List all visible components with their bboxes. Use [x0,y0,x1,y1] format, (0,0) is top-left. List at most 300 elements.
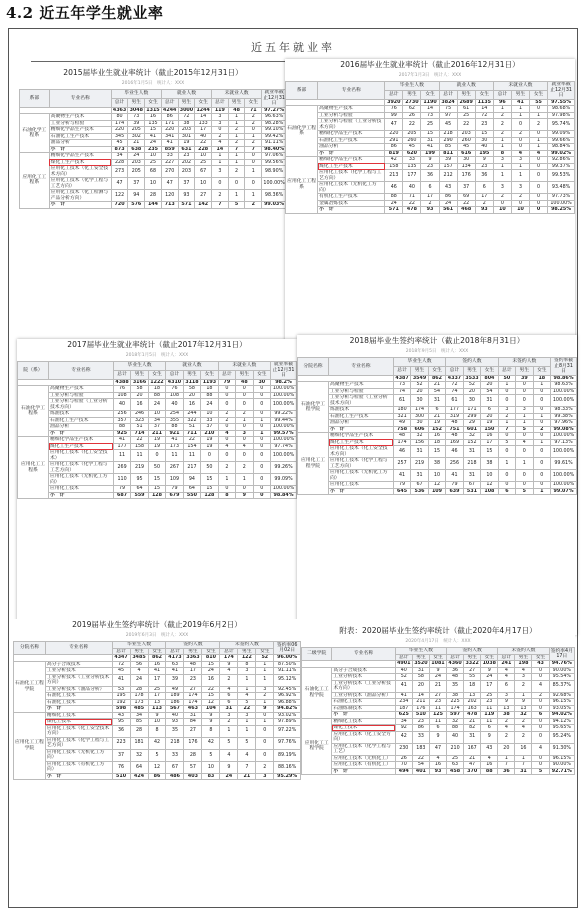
table-cell: 41 [113,437,130,444]
table-cell: 119 [481,712,498,719]
table-cell: 87.50% [274,661,301,668]
table-row [14,773,301,780]
table-cell: 3 [498,692,515,699]
table-cell: 0 [533,470,550,482]
table-cell: 6 [498,488,515,495]
table-cell: 24 [385,200,403,207]
table-cell: 6 [475,182,493,194]
table-cell: 97 [439,112,457,119]
table-cell: 1 [533,488,550,495]
table-cell: 3 [220,712,238,719]
table-row [302,768,575,775]
table-cell: 486 [166,773,184,780]
table-cell: 9 [429,731,446,743]
table-cell: 24 [130,674,148,686]
table-cell: 234 [395,699,412,706]
table-cell: 99.02% [548,150,575,157]
table-cell: 3 [511,157,529,164]
table-cell: 1244 [196,107,210,113]
table-cell: 4 [429,755,446,762]
department-cell: 石油化学工程系 [20,114,50,153]
table-cell: 73 [421,112,439,119]
table-cell: 1 [245,166,262,178]
table-cell: 33 [412,731,429,743]
table-cell: 23 [475,119,493,131]
table-row [286,170,575,182]
major-cell: 应用化工技术（无机化工） [332,755,395,762]
table-cell: 99.22% [271,411,297,418]
table-cell: 19 [481,420,498,427]
table-cell: 98.2% [271,379,297,386]
table-cell: 41 [393,470,410,482]
table-cell: 97.74% [271,443,297,450]
table-cell: 96.88% [274,699,301,706]
table-cell: 8 [493,150,511,157]
header-sub: 女生 [532,654,549,661]
major-cell: 精细化学品生产技术 [49,153,111,160]
table-cell: 23 [184,674,202,686]
table-title: 2018届毕业生签约率统计（截止2018年8月31日） [349,336,525,345]
table-cell: 45 [403,144,421,151]
table-cell: 99.26% [271,462,297,474]
table-cell: 98.84% [271,492,297,499]
table-cell: 1 [218,474,235,486]
table-cell: 4 [481,755,498,762]
table-cell: 5 [532,768,549,775]
table-cell: 88 [148,392,165,399]
table-cell: 1 [212,159,229,166]
table-cell: 21 [238,773,256,780]
table-cell: 4363 [112,107,127,113]
table-cell: 20 [481,413,498,420]
table-row [20,202,287,209]
table-cell: 510 [112,773,130,780]
table-cell: 37 [201,424,218,431]
table-cell: 1 [493,137,511,144]
table-cell: 3549 [411,375,428,382]
header-rate: 签约率4月17日 [550,648,573,660]
table-cell: 64 [183,486,200,493]
header-sub: 男生 [412,654,429,661]
table-cell: 93 [178,190,195,202]
table-cell: 0 [498,388,515,395]
table-cell: 0 [532,667,549,674]
table-cell: 424 [130,773,148,780]
table-cell: 38 [481,458,498,470]
table-cell: 0 [253,492,270,499]
table-row [298,458,577,470]
table-cell: 2 [533,426,550,433]
table-cell: 41 [161,140,178,147]
major-cell: 石油化工技术 [45,699,112,706]
table-cell: 152 [428,426,445,433]
table-cell: 31 [184,712,202,719]
major-cell: 石油化工技术 [45,693,112,700]
table-cell: 9 [202,719,220,726]
major-cell: 应用化工技术（化工安全技术方向） [45,725,112,737]
table-cell: 631 [178,146,195,153]
table-cell: 98.33% [551,407,577,414]
table-cell: 4 [532,680,549,692]
table-cell: 93 [421,207,439,214]
table-cell: 158 [131,443,148,450]
major-cell: 高聚物生产技术 [329,382,394,389]
table-cell: 1 [515,692,532,699]
major-cell: 石油化工生产技术 [318,137,385,144]
table-cell: 91.11% [262,140,287,147]
table-cell: 32 [463,433,480,440]
table-cell: 19 [178,140,195,147]
header-sub: 男生 [515,654,532,661]
table-cell: 16 [145,114,162,121]
table-cell: 31 [421,137,439,144]
table-cell: 154 [183,443,200,450]
table-cell: 20 [411,388,428,395]
table-cell: 0 [253,437,270,444]
table-cell: 203 [178,127,195,134]
major-cell: 小 计 [49,430,114,437]
table-cell: 0 [253,450,270,462]
table-cell: 11 [481,718,498,725]
table-cell: 9 [429,667,446,674]
table-cell: 2 [212,190,229,202]
table-cell: 99.07% [551,488,577,495]
table-row [18,399,297,411]
header-sub: 女生 [148,370,165,379]
table-cell: 0 [218,450,235,462]
table-cell: 33 [201,417,218,424]
major-cell: 应用化工技术（化学工程与工艺方向） [318,170,385,182]
table-cell: 22 [403,119,421,131]
table-cell: 1 [236,417,253,424]
header-sub: 男生 [238,648,256,655]
table-cell: 2 [228,140,245,147]
table-row [20,166,287,178]
header-row [18,362,297,371]
table-cell: 2 [236,411,253,418]
table-cell: 39 [128,120,145,127]
header-group: 未就业人数 [493,82,547,91]
table-cell: 241 [498,661,515,668]
table-panel-2020 [301,625,575,905]
major-cell: 应用化工技术 [49,486,114,493]
header-group: 毕业生人数 [111,90,161,99]
table-cell: 15 [148,474,165,486]
table-cell: 235 [145,146,162,153]
table-title: 2016届毕业生就业率统计（截止2016年12月31日） [340,60,520,69]
table-cell: 25 [421,119,439,131]
header-sub: 女生 [481,366,498,375]
statistics-table [19,89,287,209]
header-sub: 男生 [184,648,202,655]
table-cell: 1 [238,725,256,737]
table-cell: 24 [128,153,145,160]
table-cell: 48 [446,433,463,440]
table-cell: 99.38% [551,413,577,420]
table-cell: 109 [428,488,445,495]
table-cell: 100.00% [271,399,297,411]
table-cell: 370 [464,768,481,775]
table-cell: 0 [511,200,529,207]
table-cell: 98.40% [262,146,287,153]
major-cell: 高分子合成技术 [332,667,395,674]
table-cell: 1 [238,719,256,726]
table-cell: 1 [236,474,253,486]
table-cell: 925 [113,430,130,437]
table-cell: 8 [202,725,220,737]
table-cell: 10 [428,470,445,482]
table-cell: 88.16% [274,761,301,773]
table-cell: 3 [238,712,256,719]
table-cell: 25 [447,755,464,762]
table-cell: 4 [220,749,238,761]
table-cell: 24 [202,668,220,675]
table-cell: 1 [253,430,270,437]
major-cell: 工业分析与检验 [329,388,394,395]
table-cell: 4388 [113,379,130,386]
table-cell: 98.28% [262,120,287,127]
header-group: 就业人数 [161,90,211,99]
table-cell: 99.37% [548,163,575,170]
table-cell: 61 [393,395,410,407]
table-cell: 5 [498,439,515,446]
table-cell: 67 [463,482,480,489]
table-cell: 99.09% [548,131,575,138]
table-cell: 0 [245,127,262,134]
table-cell: 1 [516,458,533,470]
major-cell: 石油化工生产技术 [49,133,111,140]
table-cell: 52 [463,382,480,389]
table-cell: 72 [475,112,493,119]
table-cell: 270 [161,166,178,178]
table-cell: 810 [202,655,220,662]
table-cell: 3533 [463,375,480,382]
major-cell: 小 计 [332,712,395,719]
table-cell: 4360 [448,661,462,667]
table-cell: 25 [481,692,498,699]
major-cell: 应用化工技术（化工安全技术方向） [49,166,111,178]
table-cell: 218 [166,737,184,749]
table-cell: 23 [178,153,195,160]
table-cell: 25 [145,159,162,166]
table-cell: 3322 [465,661,479,667]
table-cell: 638 [128,146,145,153]
table-cell: 711 [183,430,200,437]
table-cell: 47 [161,178,178,190]
header-dept: 系部 [20,90,50,108]
major-cell: 煤化工生产技术 [318,163,385,170]
table-cell: 43 [481,743,498,755]
table-cell: 63 [447,762,464,769]
header-dept: 分院名称 [14,642,46,655]
table-cell: 96.63% [262,114,287,121]
table-cell: 38 [447,692,464,699]
table-cell: 86 [148,773,166,780]
table-cell: 31 [428,395,445,407]
table-cell: 5 [202,749,220,761]
table-cell: 0 [253,424,270,431]
table-cell: 606 [411,426,428,433]
table-cell: 95.24% [549,731,574,743]
table-cell: 39 [516,375,533,382]
header-major: 专业名称 [332,648,395,661]
major-cell: 高聚物生产技术 [49,114,111,121]
table-cell: 2 [245,140,262,147]
statistics-table [301,647,575,775]
table-cell: 43 [532,661,549,668]
table-title: 附表：2020届毕业生签约率统计（截止2020年4月17日） [339,626,537,635]
table-cell: 174 [111,120,128,127]
table-cell: 4387 [393,375,410,382]
table-cell: 142 [195,202,212,209]
table-cell: 1 [238,686,256,693]
table-cell: 49 [166,686,184,693]
table-cell: 41 [421,144,439,151]
table-cell: 86 [439,194,457,201]
header-sub: 总计 [439,90,457,99]
table-cell: 1 [511,170,529,182]
header-sub: 男生 [463,366,480,375]
major-cell: 应用化工技术（无机化工方向） [49,474,114,486]
table-cell: 321 [393,413,410,420]
table-cell: 37 [112,749,130,761]
table-cell: 55 [464,674,481,681]
table-cell: 679 [166,492,183,499]
department-cell: 石油化学工程学院 [298,382,329,433]
table-cell: 52 [411,382,428,389]
table-cell: 176 [457,170,475,182]
table-cell: 22 [131,437,148,444]
header-sub: 女生 [245,98,262,107]
table-cell: 0 [511,144,529,151]
header-sub: 总计 [212,98,229,107]
table-cell: 69 [457,194,475,201]
table-cell: 561 [439,207,457,214]
table-cell: 27 [195,190,212,202]
major-cell: 工业分析技术 [332,674,395,681]
major-cell: 高聚物生产技术 [49,386,114,393]
table-cell: 859 [161,146,178,153]
major-cell: 工业分析与检验（工业分析技术方向） [329,395,394,407]
table-cell: 3048 [129,107,143,113]
table-cell: 13 [464,692,481,699]
table-cell: 76 [112,761,130,773]
major-cell: 小 计 [49,492,114,499]
table-cell: 10 [202,761,220,773]
table-subtitle: 2018年1月5日 统计人：XXX [125,353,189,358]
table-cell: 31 [515,768,532,775]
table-cell: 37 [457,182,475,194]
major-cell: 应用化工技术（有机化工） [332,762,395,769]
table-cell: 9 [498,699,515,706]
table-cell: 40 [403,182,421,194]
major-cell: 应用化工技术（化学工程与工艺） [332,743,395,755]
table-cell: 22 [412,755,429,762]
table-cell: 0 [533,433,550,440]
major-cell: 煤化工生产技术 [329,439,394,446]
major-cell: 工业分析技术（油品分析） [332,692,395,699]
table-cell: 91.30% [549,743,574,755]
table-cell: 18 [464,680,481,692]
table-cell: 2 [498,718,515,725]
table-cell: 94.82% [274,706,301,713]
table-cell: 14 [475,106,493,113]
department-cell: 石油化学工程系 [286,106,318,157]
table-cell: 37 [178,178,195,190]
table-cell: 4 [220,686,238,693]
table-cell: 94.12% [549,718,574,725]
table-panel-2019 [13,619,301,905]
table-cell: 0 [516,470,533,482]
table-cell: 99.66% [548,137,575,144]
table-cell: 20 [498,743,515,755]
major-cell: 小 计 [49,146,111,153]
table-cell: 43 [439,182,457,194]
table-cell: 35 [166,725,184,737]
table-cell: 0 [530,207,548,214]
table-cell: 21 [464,718,481,725]
table-cell: 25 [457,112,475,119]
table-cell: 18 [201,386,218,393]
table-cell: 2 [421,200,439,207]
table-cell: 15 [202,661,220,668]
table-cell: 27 [429,692,446,699]
table-row [14,674,301,686]
table-cell: 100.00% [551,482,577,489]
major-cell: 石油化工生产技术 [329,413,394,420]
table-row [286,119,575,131]
table-cell: 4 [498,667,515,674]
statistics-table [285,81,575,214]
table-cell: 21 [428,413,445,420]
table-cell: 0 [253,386,270,393]
table-cell: 2 [493,131,511,138]
header-sub: 女生 [428,366,445,375]
table-cell: 92 [395,725,412,732]
table-cell: 99.03% [262,202,287,209]
major-cell: 高分子合成技术 [45,661,112,668]
table-cell: 99.56% [262,159,287,166]
table-cell: 8 [148,725,166,737]
header-sub: 总计 [166,370,183,379]
table-cell: 1 [533,439,550,446]
table-cell: 510 [412,712,429,719]
table-cell: 1 [253,417,270,424]
table-cell: 71 [245,107,262,114]
header-sub: 总计 [447,654,464,661]
table-row [302,743,575,755]
major-cell: 小 计 [318,207,385,214]
table-cell: 42 [395,731,412,743]
header-sub: 总计 [166,648,184,655]
table-cell: 228 [111,159,128,166]
major-cell: 工业分析与检验（工业分析技术方向） [318,119,385,131]
table-cell: 2 [498,413,515,420]
table-cell: 52 [395,674,412,681]
table-cell: 1 [245,190,262,202]
table-cell: 34 [111,153,128,160]
table-cell: 97.55% [548,99,575,106]
table-cell: 98.90% [262,166,287,178]
table-cell: 0 [498,395,515,407]
table-cell: 88 [113,424,130,431]
table-cell: 99.10% [262,127,287,134]
table-cell: 202 [178,159,195,166]
table-cell: 5 [220,737,238,749]
table-cell: 0 [218,399,235,411]
table-cell: 0 [236,399,253,411]
header-sub: 总计 [446,366,463,375]
